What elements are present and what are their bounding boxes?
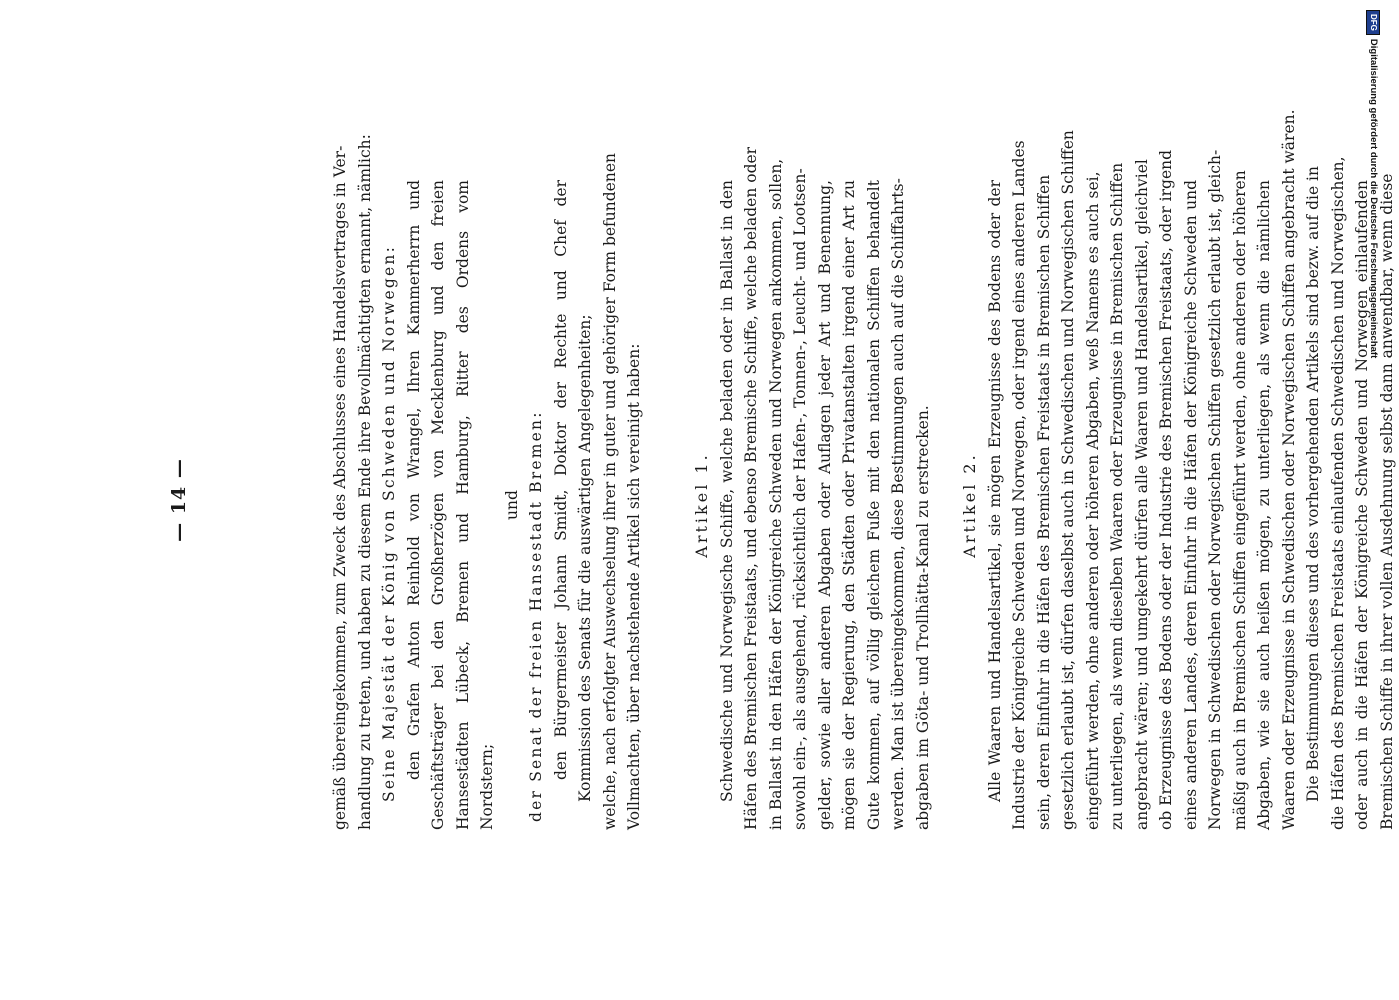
text-line: den Grafen Anton Reinhold von Wrangel, Ihren Kammerherrn und [404,180,423,780]
text-line: Geschäftsträger bei den Großherzögen von Mecklenburg und den freien [429,180,447,830]
text-line: gemäß übereingekommen, zum Zweck des Abschlusses eines Handelsvertrages in Ver- [331,145,349,830]
text-line: Industrie der Königreiche Schweden und Norwegen, oder irgend eines anderen Landes [1010,140,1028,830]
text-line: gelder, sowie aller anderen Abgaben oder Auflagen jeder Art und Benennung, [815,180,834,830]
digitization-credit [1366,10,1380,410]
page-number: — 14 — [168,458,190,542]
text-line: werden. Man ist übereingekommen, diese Bestimmungen auch auf die Schiffahrts- [889,178,907,830]
text-line: Häfen des Bremischen Freistaats, und ebenso Bremische Schiffe, welche beladen oder [742,146,760,830]
text-line: angebracht wären; und umgekehrt dürfen alle Waaren und Handelsartikel, gleichviel [1132,159,1151,830]
text-line: ob Erzeugnisse des Bodens oder der Industrie des Bremischen Freistaats, oder irgend [1157,149,1175,830]
text-line: mögen sie der Regierung, den Städten oder Privatanstalten irgend einer Art zu [840,180,858,830]
bremen-heading: der Senat der freien Hansestadt Bremen: [527,410,545,822]
text-line: Schwedische und Norwegische Schiffe, welche beladen oder in Ballast in den [717,180,736,802]
dfg-logo: DFG [1366,10,1380,35]
text-line: Abgaben, wie sie auch heißen mögen, zu unterliegen, als wenn die nämlichen [1255,180,1273,830]
text-line: sowohl ein-, als ausgehend, rücksichtlich der Hafen-, Tonnen-, Leucht- und Lootsen- [791,168,809,830]
sweden-heading: Seine Majestät der König von Schweden und Norwegen: [380,245,398,802]
article-1 [690,146,935,830]
text-line: eingeführt werden, ohne anderen oder höheren Abgaben, weß Namens es auch sei, [1083,171,1102,830]
text-line: eines anderen Landes, deren Einfuhr in die Häfen der Königreiche Schweden und [1181,180,1200,830]
text-line: Gute kommen, auf völlig gleichem Fuße mit den nationalen Schiffen behandelt [864,180,883,830]
text-line: Hansestädten Lübeck, Bremen und Hamburg, Ritter des Ordens vom [453,180,472,830]
text-line: die Häfen des Bremischen Freistaats einlaufenden Schwedischen und Norwegischen, [1328,156,1347,830]
text-line: Vollmachten, über nachstehende Artikel sich vereinigt haben: [625,343,643,830]
text-line: Kommission des Senats für die auswärtigen Angelegenheiten; [576,314,594,802]
text-line: Waaren oder Erzeugnisse in Schwedischen oder Norwegischen Schiffen angebracht wären. [1279,109,1298,830]
article-2 [958,109,1399,830]
article-1-title: Artikel 1. [692,452,711,558]
conjunction: und [502,490,521,520]
text-line: Norwegen in Schwedischen oder Norwegischen Schiffen gesetzlich erlaubt ist, gleich- [1206,149,1224,830]
text-line: den Bürgermeister Johann Smidt, Doktor der Rechte und Chef der [551,180,570,780]
text-line: in Ballast in den Häfen der Königreiche Schweden und Norwegen ankommen, sollen, [766,158,785,830]
credit-text: Digitalisierung gefördert durch die Deutsche Forschungsgemeinschaft [1368,38,1379,359]
intro-paragraph [328,134,647,830]
text-line: Die Bestimmungen dieses und des vorhergehenden Artikels sind bezw. auf die in [1304,166,1322,802]
text-line: welche, nach erfolgter Auswechselung ihrer in guter und gehöriger Form befundenen [600,153,619,830]
text-line: Bremischen Schiffe in ihrer vollen Ausdehnung selbst dann anwendbar, wenn diese [1377,173,1396,830]
text-line: sein, deren Einfuhr in die Häfen des Bremischen Freistaats in Bremischen Schiffen [1034,174,1053,830]
text-line: gesetzlich erlaubt ist, dürfen daselbst auch in Schwedischen und Norwegischen Schiffen [1059,130,1077,830]
text-line: oder auch in die Häfen der Königreiche Schweden und Norwegen einlaufenden [1353,180,1371,830]
text-line: Nordstern; [478,743,496,830]
text-line: zu unterliegen, als wenn dieselben Waaren oder Erzeugnisse in Bremischen Schiffen [1108,162,1126,830]
text-line: mäßig auch in Bremischen Schiffen eingeführt werden, ohne anderen oder höheren [1230,170,1249,830]
article-2-title: Artikel 2. [960,452,979,558]
text-line: abgaben im Göta- und Trollhätta-Kanal zu erstrecken. [913,405,932,830]
text-line: Alle Waaren und Handelsartikel, sie mögen Erzeugnisse des Bodens oder der [985,180,1004,802]
text-line: handlung zu treten, und haben zu diesem Ende ihre Bevollmächtigten ernannt, nämlich: [355,134,374,830]
